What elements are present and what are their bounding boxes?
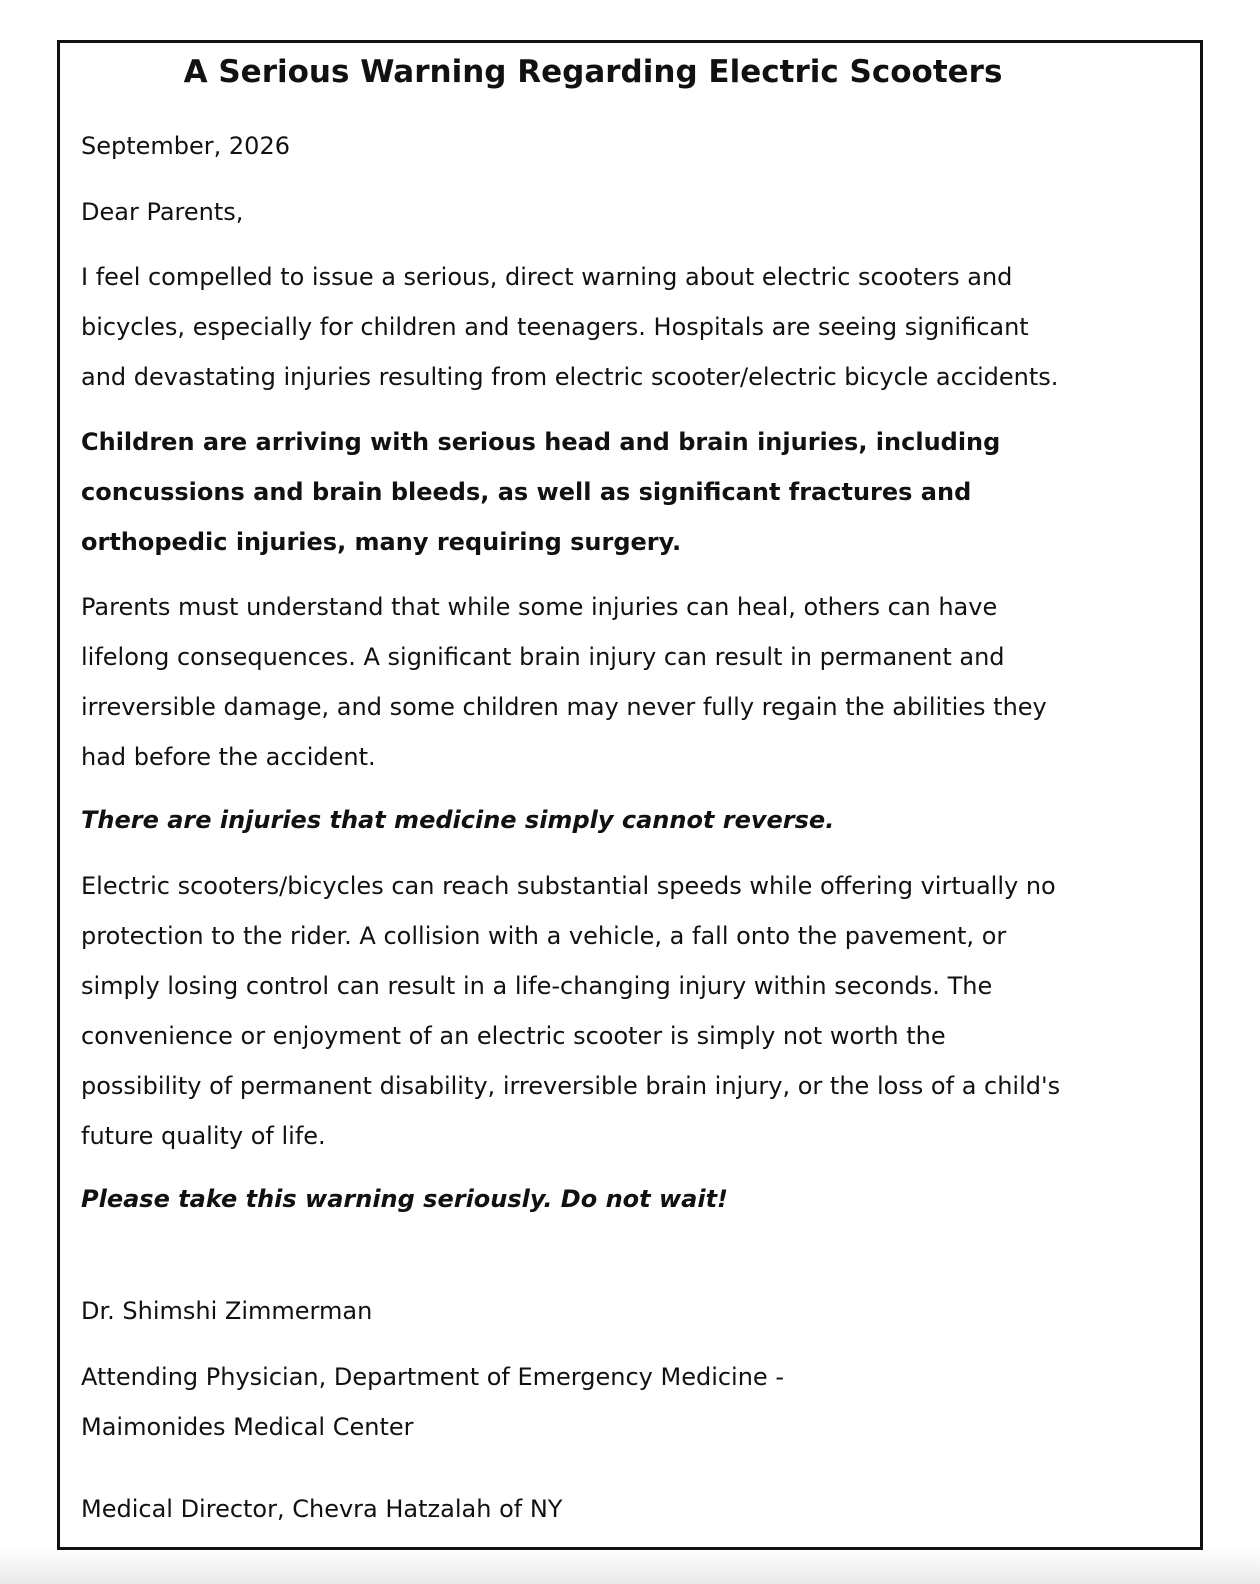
paragraph-line: Children are arriving with serious head and brain injuries, including (81, 428, 1001, 456)
paragraph-line: protection to the rider. A collision with a vehicle, a fall onto the pavement, or (81, 922, 1007, 950)
paragraph-line: convenience or enjoyment of an electric scooter is simply not worth the (81, 1022, 946, 1050)
closing-text: Please take this warning seriously. Do not wait! (81, 1185, 728, 1213)
signature-affiliation-text: Medical Director, Chevra Hatzalah of NY (81, 1495, 563, 1523)
paragraph-line: possibility of permanent disability, irreversible brain injury, or the loss of a child's (81, 1072, 1061, 1100)
signature-title-line: Maimonides Medical Center (81, 1413, 414, 1441)
paragraph-line: concussions and brain bleeds, as well as significant fractures and (81, 478, 972, 506)
paragraph-line: had before the accident. (81, 743, 376, 771)
paragraph-consequences (81, 582, 1191, 782)
salutation (81, 187, 1191, 237)
paragraph-line: Electric scooters/bicycles can reach substantial speeds while offering virtually no (81, 872, 1056, 900)
paragraph-line: orthopedic injuries, many requiring surgery. (81, 528, 682, 556)
letter-date (81, 121, 1191, 171)
page-bottom-shadow (0, 1548, 1260, 1584)
paragraph-line: simply losing control can result in a life-changing injury within seconds. The (81, 972, 993, 1000)
emphasis-text: There are injuries that medicine simply cannot reverse. (81, 806, 835, 834)
paragraph-line: irreversible damage, and some children may never fully regain the abilities they (81, 693, 1047, 721)
letter-title: A Serious Warning Regarding Electric Scooters (183, 54, 1003, 90)
paragraph-speeds (81, 861, 1191, 1161)
paragraph-closing (81, 1174, 1191, 1224)
paragraph-line: future quality of life. (81, 1122, 326, 1150)
signature-affiliation (81, 1484, 1191, 1534)
paragraph-line: and devastating injuries resulting from electric scooter/electric bicycle accidents. (81, 363, 1059, 391)
paragraph-intro (81, 252, 1191, 402)
signature-name (81, 1286, 1191, 1336)
signature-title-line: Attending Physician, Department of Emergency Medicine - (81, 1363, 784, 1391)
date-text: September, 2026 (81, 132, 290, 160)
paragraph-line: Parents must understand that while some injuries can heal, others can have (81, 593, 998, 621)
paragraph-injuries (81, 417, 1191, 567)
salutation-text: Dear Parents, (81, 198, 244, 226)
paragraph-cannot-reverse (81, 795, 1191, 845)
paragraph-line: bicycles, especially for children and teenagers. Hospitals are seeing significant (81, 313, 1029, 341)
paragraph-line: lifelong consequences. A significant brain injury can result in permanent and (81, 643, 1005, 671)
signature-name-text: Dr. Shimshi Zimmerman (81, 1297, 373, 1325)
paragraph-line: I feel compelled to issue a serious, direct warning about electric scooters and (81, 263, 1013, 291)
signature-title (81, 1352, 1191, 1452)
